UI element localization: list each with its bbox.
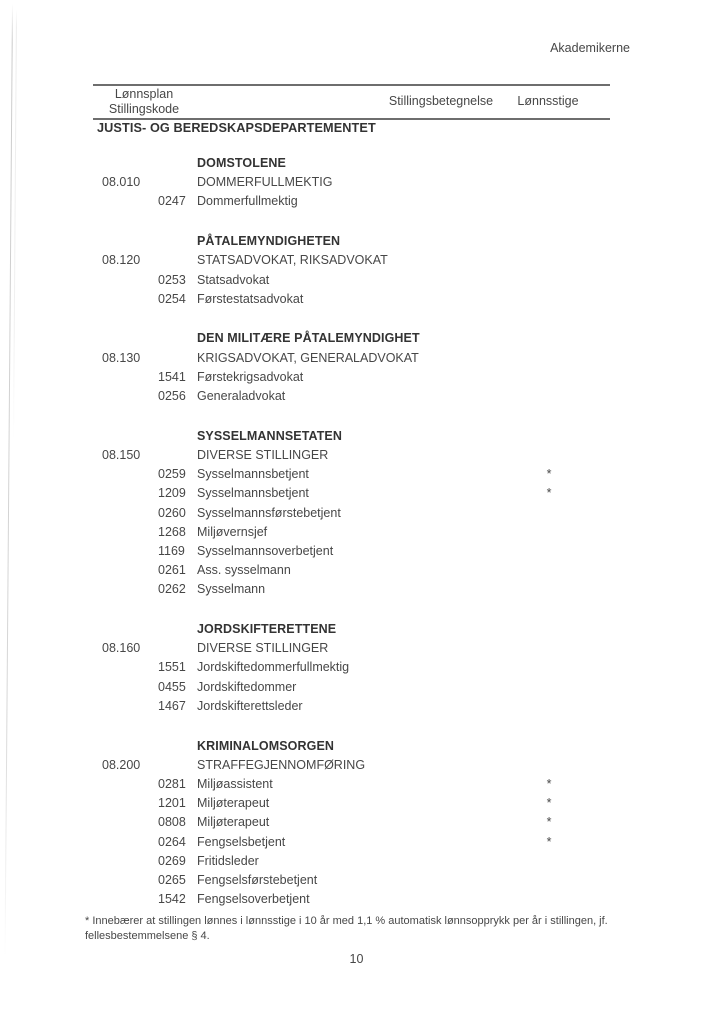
cell-star — [531, 561, 567, 580]
cell-title: Generaladvokat — [197, 389, 286, 404]
cell-title: Ass. sysselmann — [197, 563, 291, 578]
cell-star — [531, 368, 567, 387]
cell-position-code — [158, 756, 197, 775]
cell-title: STATSADVOKAT, RIKSADVOKAT — [197, 253, 388, 268]
salary-plan-section — [102, 232, 572, 309]
position-row — [102, 871, 572, 890]
cell-position-code: 0265 — [158, 873, 186, 887]
page-number: 10 — [349, 952, 364, 966]
position-row — [102, 561, 572, 580]
salary-plan-section — [102, 620, 572, 716]
cell-star — [531, 542, 567, 561]
plan-row — [102, 349, 572, 368]
cell-star: * — [546, 815, 552, 830]
position-row — [102, 890, 572, 909]
cell-plan-code — [102, 523, 158, 542]
cell-position-code — [158, 349, 197, 368]
department-title: JUSTIS- OG BEREDSKAPSDEPARTEMENTET — [97, 120, 376, 135]
cell-position-code: 0281 — [158, 776, 186, 791]
position-row — [102, 504, 572, 523]
cell-position-code: 1201 — [158, 796, 186, 811]
cell-plan-code — [102, 794, 158, 813]
cell-title: Sysselmannsbetjent — [197, 467, 309, 482]
cell-plan-code — [102, 465, 158, 484]
cell-position-code: 0808 — [158, 815, 186, 830]
cell-position-code — [158, 329, 197, 348]
cell-star — [531, 329, 567, 348]
cell-plan-code — [102, 561, 158, 580]
scan-artifact-line — [5, 4, 14, 958]
cell-plan-code — [102, 737, 158, 756]
cell-position-code: 0259 — [158, 467, 186, 482]
cell-title: JORDSKIFTERETTENE — [197, 622, 337, 637]
scan-artifact-line — [13, 10, 17, 440]
cell-position-code — [158, 173, 197, 192]
position-row — [102, 852, 572, 871]
cell-plan-code: 08.160 — [102, 641, 141, 656]
brand-header: Akademikerne — [550, 41, 630, 55]
position-row — [102, 813, 572, 832]
cell-position-code: 1467 — [158, 698, 186, 713]
cell-position-code — [158, 154, 197, 173]
cell-title: Fengselsbetjent — [197, 834, 286, 849]
section-heading-row — [102, 427, 572, 446]
position-row — [102, 192, 572, 211]
cell-star — [531, 737, 567, 756]
cell-title: DOMSTOLENE — [197, 156, 286, 170]
section-heading-row — [102, 154, 572, 173]
cell-title: Dommerfullmektig — [197, 194, 298, 209]
section-heading-row — [102, 737, 572, 756]
cell-position-code: 0247 — [158, 194, 186, 209]
cell-plan-code — [102, 813, 158, 832]
cell-title: Førstestatsadvokat — [197, 291, 304, 306]
cell-star — [531, 290, 567, 309]
position-row — [102, 368, 572, 387]
cell-star: * — [546, 834, 552, 849]
section-heading-row — [102, 620, 572, 639]
cell-plan-code — [102, 427, 158, 446]
cell-plan-code: 08.150 — [102, 447, 141, 462]
column-header-lonnsstige: Lønnsstige — [517, 94, 579, 108]
cell-star — [531, 271, 567, 290]
cell-plan-code — [102, 271, 158, 290]
cell-star — [531, 678, 567, 697]
cell-star — [531, 580, 567, 599]
cell-title: Jordskiftedommer — [197, 679, 297, 694]
cell-plan-code — [102, 890, 158, 909]
cell-position-code: 0262 — [158, 582, 186, 597]
cell-plan-code — [102, 484, 158, 503]
footnote-line-1: * Innebærer at stillingen lønnes i lønnsstige i 10 år med 1,1 % automatisk lønnsopprykk per år i stillingen, jf. — [85, 914, 608, 927]
cell-title: Fengselsoverbetjent — [197, 892, 310, 907]
position-row — [102, 542, 572, 561]
cell-position-code: 0264 — [158, 834, 186, 849]
cell-position-code — [158, 427, 197, 446]
cell-star — [531, 756, 567, 775]
cell-plan-code: 08.200 — [102, 757, 141, 772]
cell-position-code: 1268 — [158, 524, 186, 539]
cell-position-code: 0455 — [158, 679, 186, 694]
cell-plan-code — [102, 387, 158, 406]
position-row — [102, 833, 572, 852]
cell-position-code: 0254 — [158, 291, 186, 306]
cell-plan-code — [102, 678, 158, 697]
cell-plan-code — [102, 232, 158, 251]
cell-plan-code — [102, 154, 158, 173]
cell-star — [531, 154, 567, 173]
cell-plan-code — [102, 192, 158, 211]
column-header-stillingsbetegnelse: Stillingsbetegnelse — [388, 94, 494, 108]
cell-position-code — [158, 232, 197, 251]
cell-star: * — [546, 486, 552, 501]
cell-star — [531, 620, 567, 639]
cell-position-code — [158, 446, 197, 465]
cell-plan-code — [102, 697, 158, 716]
position-row — [102, 658, 572, 677]
cell-plan-code — [102, 504, 158, 523]
cell-star — [531, 232, 567, 251]
cell-title: Sysselmannsbetjent — [197, 486, 309, 501]
cell-plan-code: 08.010 — [102, 175, 141, 190]
position-row — [102, 523, 572, 542]
cell-position-code: 1169 — [158, 543, 185, 558]
section-heading-row — [102, 329, 572, 348]
cell-star — [531, 890, 567, 909]
cell-position-code — [158, 639, 197, 658]
cell-title: DIVERSE STILLINGER — [197, 641, 329, 656]
cell-position-code: 0260 — [158, 505, 186, 520]
cell-star — [531, 427, 567, 446]
plan-row — [102, 639, 572, 658]
section-heading-row — [102, 232, 572, 251]
cell-title: Sysselmann — [197, 582, 266, 597]
cell-title: PÅTALEMYNDIGHETEN — [197, 234, 341, 249]
cell-title: Jordskifterettsleder — [197, 698, 303, 713]
position-row — [102, 271, 572, 290]
plan-row — [102, 251, 572, 270]
cell-position-code: 1542 — [158, 892, 186, 907]
cell-title: Førstekrigsadvokat — [197, 369, 304, 384]
cell-plan-code: 08.120 — [102, 253, 141, 268]
cell-star — [531, 871, 567, 890]
cell-star — [531, 658, 567, 677]
cell-star — [531, 192, 567, 211]
salary-plan-section — [102, 329, 572, 406]
column-header-stillingskode: Stillingskode — [108, 101, 180, 116]
table-header — [93, 84, 610, 120]
position-row — [102, 387, 572, 406]
position-row — [102, 697, 572, 716]
position-row — [102, 580, 572, 599]
cell-title: Sysselmannsoverbetjent — [197, 543, 334, 558]
cell-title: KRIMINALOMSORGEN — [197, 738, 335, 753]
cell-plan-code — [102, 658, 158, 677]
cell-title: Miljøterapeut — [197, 796, 270, 811]
cell-title: Miljøvernsjef — [197, 524, 268, 539]
cell-star — [531, 639, 567, 658]
salary-plan-section — [102, 154, 572, 212]
position-row — [102, 465, 572, 484]
cell-title: SYSSELMANNSETATEN — [197, 428, 342, 443]
cell-position-code: 1209 — [158, 486, 186, 501]
cell-title: Miljøassistent — [197, 776, 273, 791]
position-row — [102, 794, 572, 813]
cell-plan-code — [102, 833, 158, 852]
position-row — [102, 775, 572, 794]
cell-star — [531, 523, 567, 542]
cell-position-code: 0253 — [158, 272, 186, 287]
cell-position-code — [158, 737, 197, 756]
cell-star — [531, 251, 567, 270]
cell-title: Fritidsleder — [197, 853, 259, 868]
cell-plan-code — [102, 775, 158, 794]
cell-star: * — [546, 467, 552, 482]
salary-plan-section — [102, 737, 572, 910]
position-row — [102, 484, 572, 503]
cell-position-code: 0269 — [158, 853, 186, 868]
cell-position-code: 1541 — [158, 369, 186, 384]
cell-position-code: 1551 — [158, 660, 186, 675]
cell-star — [531, 387, 567, 406]
column-header-lonnsplan-stillingskode — [93, 87, 195, 117]
cell-plan-code — [102, 580, 158, 599]
cell-star — [531, 504, 567, 523]
cell-plan-code: 08.130 — [102, 350, 141, 365]
cell-title: KRIGSADVOKAT, GENERALADVOKAT — [197, 350, 419, 365]
cell-plan-code — [102, 620, 158, 639]
position-row — [102, 678, 572, 697]
sections — [102, 154, 572, 909]
cell-plan-code — [102, 290, 158, 309]
footnote-line-2: fellesbestemmelsene § 4. — [85, 929, 210, 942]
cell-plan-code — [102, 871, 158, 890]
cell-title: DOMMERFULLMEKTIG — [197, 175, 333, 190]
cell-title: STRAFFEGJENNOMFØRING — [197, 757, 366, 772]
cell-title: Jordskiftedommerfullmektig — [197, 660, 350, 675]
cell-title: Fengselsførstebetjent — [197, 873, 318, 887]
cell-title: Statsadvokat — [197, 272, 270, 287]
cell-plan-code — [102, 852, 158, 871]
cell-star — [531, 446, 567, 465]
cell-star — [531, 852, 567, 871]
cell-plan-code — [102, 368, 158, 387]
cell-star — [531, 349, 567, 368]
cell-plan-code — [102, 542, 158, 561]
cell-position-code — [158, 620, 197, 639]
plan-row — [102, 756, 572, 775]
column-header-lonnsplan: Lønnsplan — [114, 87, 174, 101]
cell-position-code: 0261 — [158, 563, 186, 578]
cell-star — [531, 697, 567, 716]
salary-plan-section — [102, 427, 572, 600]
cell-position-code: 0256 — [158, 389, 186, 404]
footnote — [85, 914, 700, 945]
cell-star: * — [546, 776, 552, 791]
cell-star — [531, 173, 567, 192]
cell-position-code — [158, 251, 197, 270]
cell-title: Sysselmannsførstebetjent — [197, 505, 341, 520]
cell-title: DEN MILITÆRE PÅTALEMYNDIGHET — [197, 331, 420, 346]
cell-star: * — [546, 796, 552, 811]
plan-row — [102, 173, 572, 192]
cell-title: DIVERSE STILLINGER — [197, 447, 329, 462]
cell-plan-code — [102, 329, 158, 348]
plan-row — [102, 446, 572, 465]
position-row — [102, 290, 572, 309]
cell-title: Miljøterapeut — [197, 815, 270, 830]
